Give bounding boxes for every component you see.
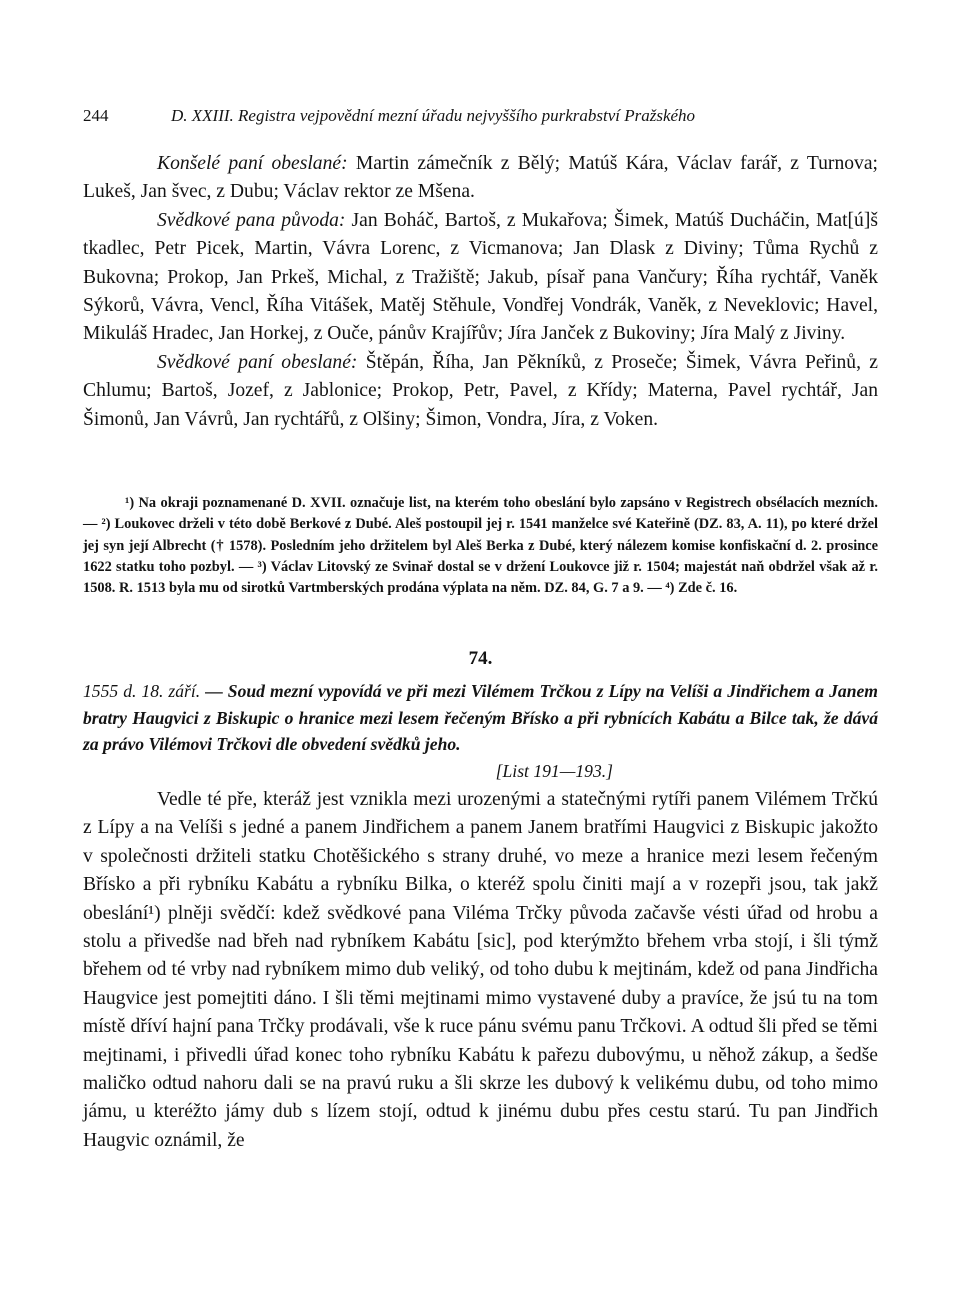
paragraph-councillors	[83, 150, 878, 207]
paragraph-text: Jan Boháč, Bartoš, z Mukařova; Šimek, Matúš Ducháčin, Mat[ú]š tkadlec, Petr Picek, Martin, Vávra Lorenc, z Vicmanova; Jan Dlask z Diviny; Tůma Rychů z Bukovna; Prokop, Jan Prkeš, Michal, z Tražiště; Jakub, písař pana Vančury; Říha rychtář, Vaněk Sýkorů, Vávra, Vencl, Říha Vitášek, Matěj Stěhule, Vondřej Vondrák, Vaněk, z Neveklovic; Havel, Mikuláš Hradec, Jan Horkej, z Ouče, pánův Krajířův; Jíra Janček z Bukoviny; Jíra Malý z Jiviny.	[83, 209, 878, 345]
body-paragraph: Vedle té pře, kteráž jest vznikla mezi urozenými a statečnými rytíři panem Vilémem Trčkú z Lípy a na Velíši s jedné a panem Jindřichem a panem Janem bratřími Haugvici z Biskupic jakožto v společnosti držiteli statku Chotěšického s strany druhé, vo meze a hranice mezi lesem řečeným Břísko a při rybníku Kabátu a rybníku Bilka, o kteréž spolu činiti mají a v rozepři jsou, tak jakž obeslání¹) plněji svědčí: kdež svědkové pana Viléma Trčky původa začavše vésti úřad od hrobu a stolu a přivedše nad břeh nad rybníkem Kabátu [sic], pod kterýmžto břehem vrba stojí, i šli týmž břehem od té vrby nad rybníkem mimo dub veliký, od toho dubu k mejtinám, kdež od pana Jindřicha Haugvice jest pomejtiti dáno. I šli těmi mejtinami mimo vystavené duby a pravíce, že jsú tu na tom místě dříví hajní pana Trčky prodávali, vše k ruce pánu svému panu Trčkovi. A odtud šli před se těmi mejtinami, i přivedli úřad konec toho rybníku Kabátu k pařezu dubovýmu, u něhož zákup, a šedše maličko odtud nahoru dali se na pravú ruku a šli skrze les dubový k velikému dubu, od toho mimo jámu, u kteréžto jámy dub s lízem stojí, odtud k jinému dubu přes cestu starú. Tu pan Jindřich Haugvic oznámil, že	[83, 789, 878, 1151]
paragraph-plaintiff-witnesses	[83, 207, 878, 349]
footnote-text: ¹) Na okraji poznamenané D. XVII. označuje list, na kterém toho obeslání bylo zapsáno v Registrech obsélacích mezních. — ²) Loukovec drželi v této době Berkové z Dubé. Aleš postoupil jej r. 1541 manželce své Kateřině (DZ. 83, A. 11), po které držel jej syn její Albrecht († 1578). Posledním jeho držitelem byl Aleš Berka z Dubé, který nálezem komise konfiskační d. 2. prosince 1622 statku toho pozbyl. — ³) Václav Litovský ze Svinař dostal se v držení Loukovce již r. 1504; majestát naň obdržel však až r. 1508. R. 1513 byla mu od sirotků Vartmberských prodána výplata na něm. DZ. 84, G. 7 a 9. — ⁴) Zde č. 16.	[83, 495, 878, 597]
folio-reference: [List 191—193.]	[495, 760, 613, 781]
running-title: D. XXIII. Registra vejpovědní mezní úřadu nejvyššího purkrabství Pražského	[171, 106, 696, 125]
witness-lists	[83, 150, 878, 434]
document-regest	[83, 678, 878, 784]
page-number: 244	[83, 106, 109, 125]
document-number: 74.	[468, 648, 493, 669]
document-date: 1555 d. 18. září.	[83, 681, 201, 701]
paragraph-label: Svědkové paní obeslané:	[157, 351, 358, 373]
paragraph-text: Martin zámečník z Bělý; Matúš Kára, Václav farář, z Turnova; Lukeš, Jan švec, z Dubu; Václav rektor ze Mšena.	[83, 153, 878, 203]
paragraph-label: Konšelé paní obeslané:	[157, 153, 348, 174]
paragraph-label: Svědkové pana původa:	[157, 209, 346, 231]
document-body	[83, 786, 878, 1155]
footnotes	[83, 493, 878, 599]
regest-paragraph	[83, 678, 878, 758]
paragraph-text: Štěpán, Říha, Jan Pěkníků, z Proseče; Šimek, Vávra Peřinů, z Chlumu; Bartoš, Jozef, z Jablonice; Prokop, Petr, Pavel, z Křídy; Materna, Pavel rychtář, Jan Šimonů, Jan Vávrů, Jan rychtářů, z Olšiny; Šimon, Vondra, Jíra, z Voken.	[83, 351, 878, 430]
running-header	[83, 106, 878, 126]
paragraph-defendant-witnesses	[83, 349, 878, 434]
regest-text: — Soud mezní vypovídá ve při mezi Vilémem Trčkou z Lípy na Velíši a Jindřichem a Janem bratry Haugvici z Biskupic o hranice mezi lesem řečeným Břísko a při rybnících Kabátu a Bilce tak, že dává za právo Vilémovi Trčkovi dle obvedení svědků jeho.	[83, 681, 878, 754]
